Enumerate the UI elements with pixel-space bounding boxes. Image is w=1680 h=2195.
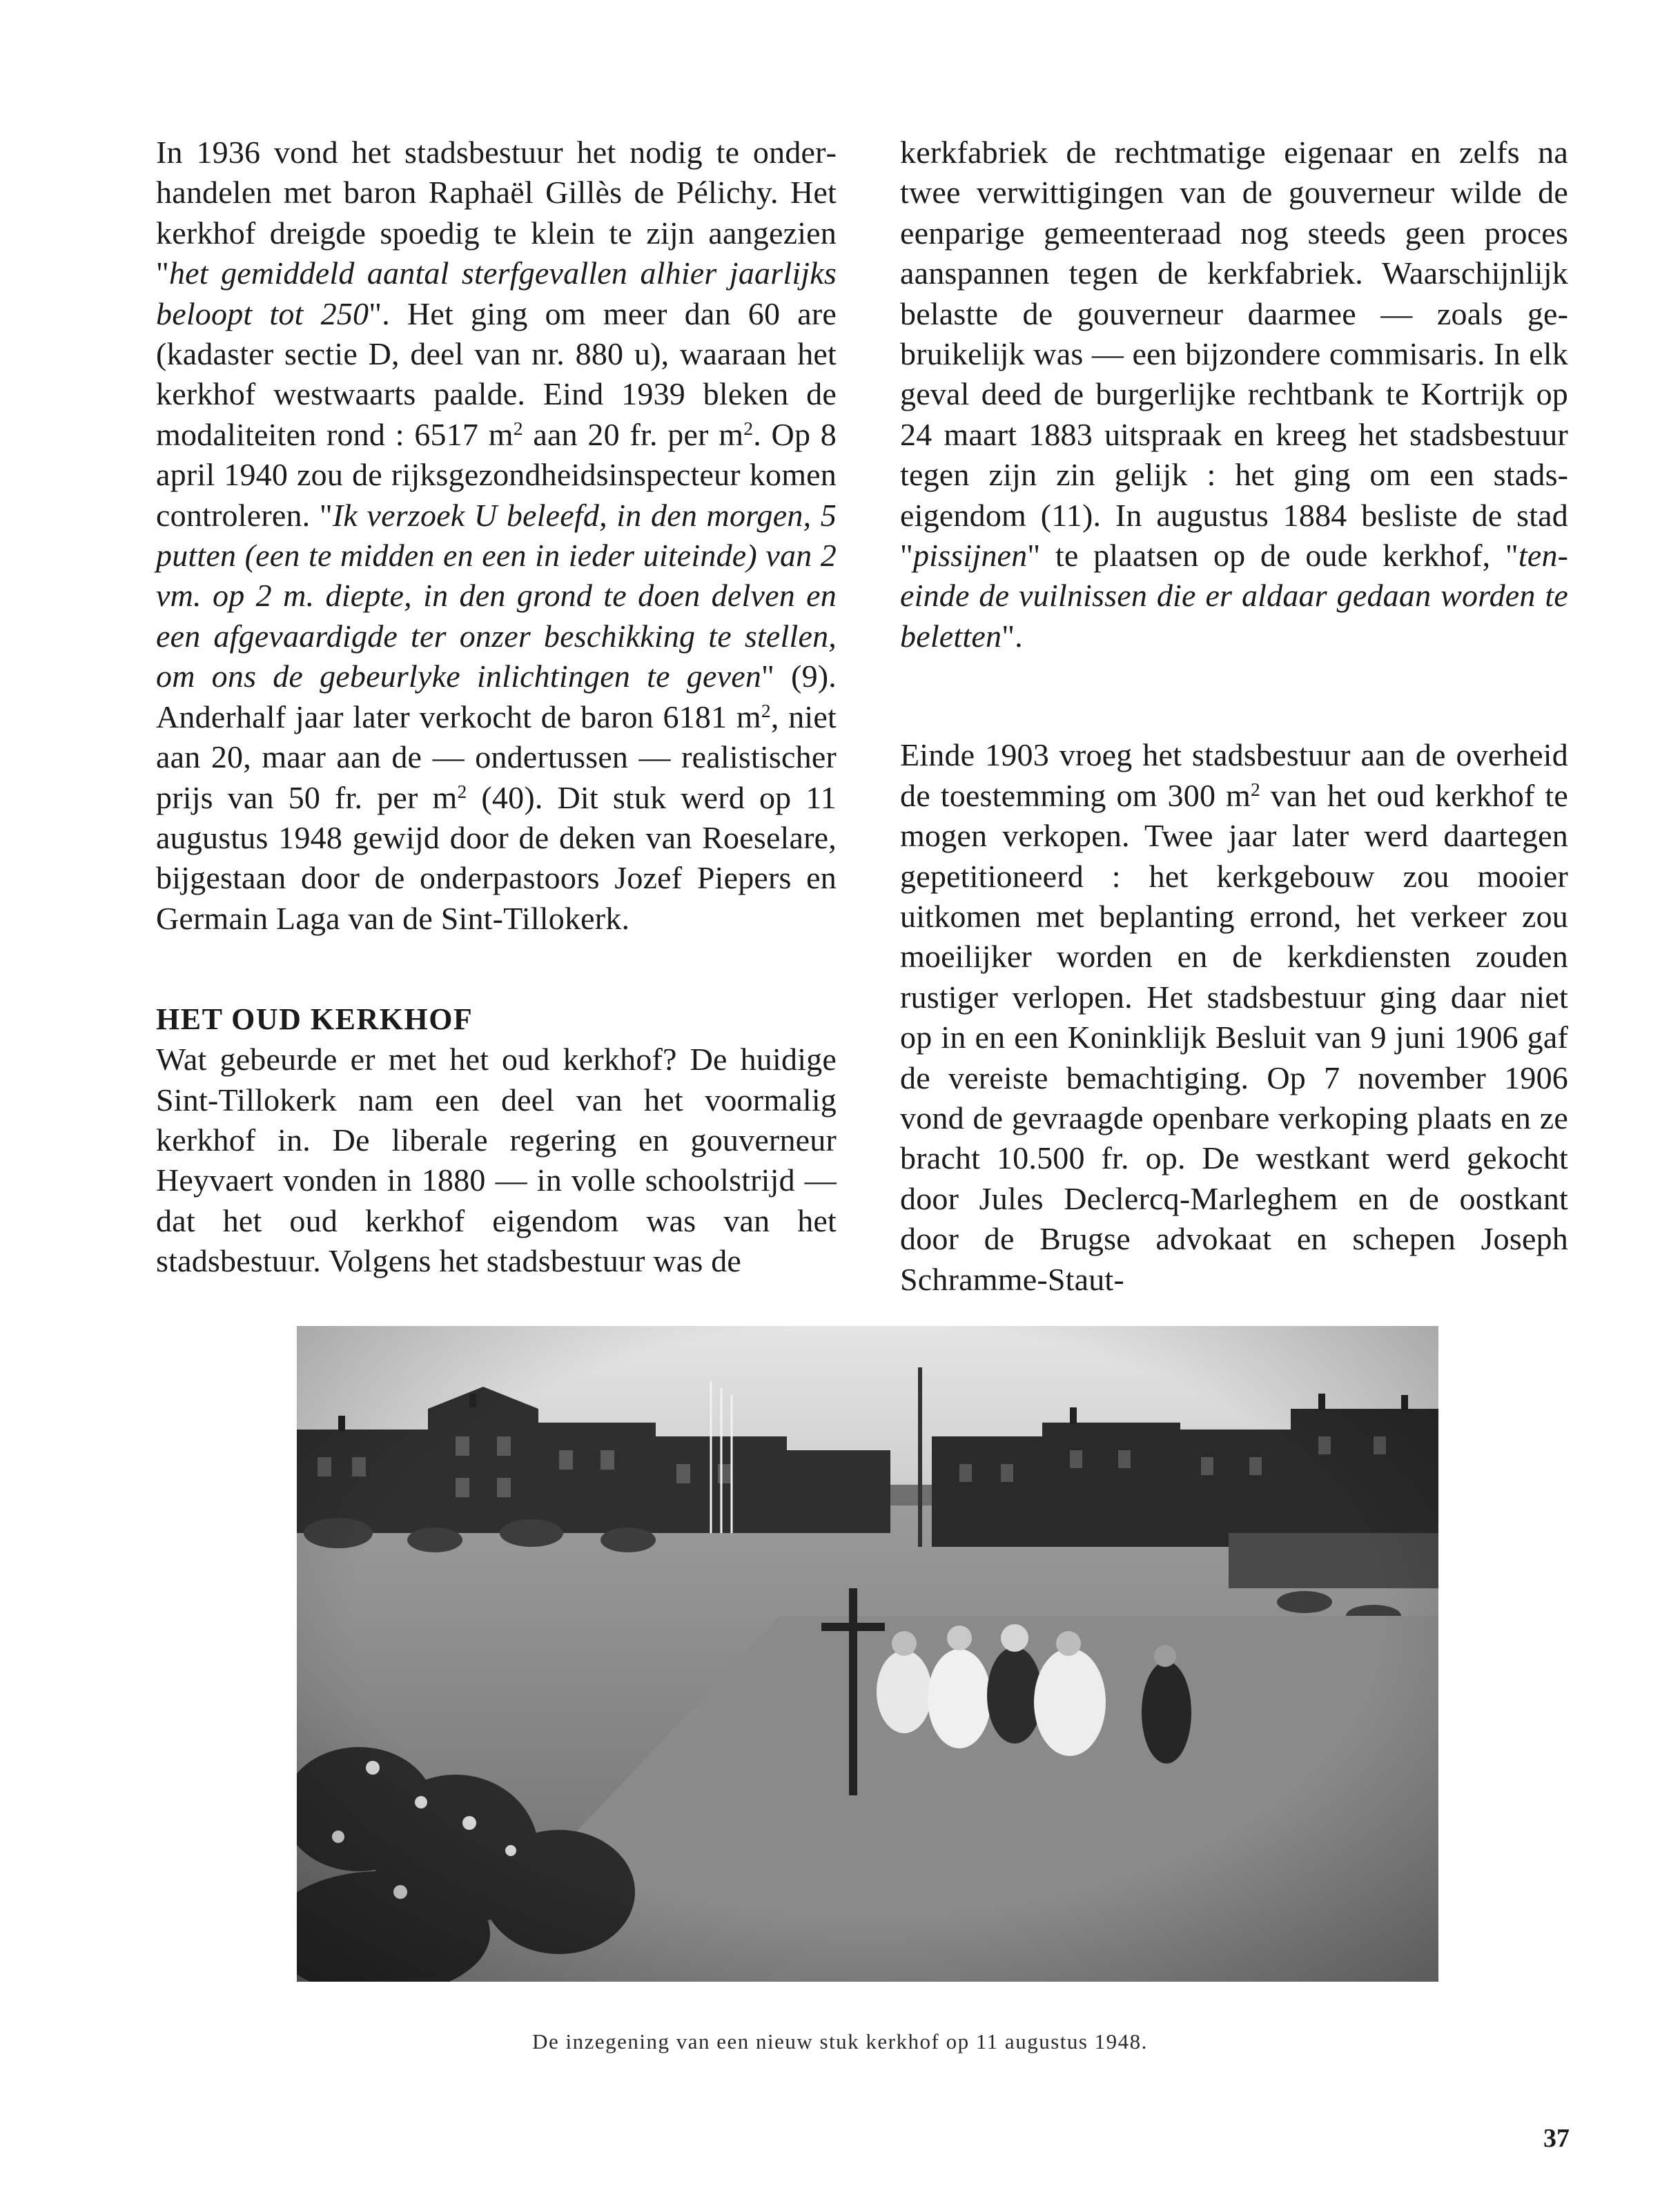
right-column [900, 133, 1568, 1300]
left-column [156, 133, 837, 1282]
text-run: " (9). Anderhalf jaar later verkocht de baron 6181 m [156, 658, 837, 734]
superscript: 2 [743, 417, 754, 439]
text-run: In 1936 vond het stadsbestuur het nodig te onderhandelen met baron Raphaël Gillès de Pélichy. Het kerkhof dreigde spoedig te klein te zijn aangezien " [156, 135, 837, 291]
right-paragraph-2 [900, 735, 1568, 1300]
text-run: ". [1002, 618, 1023, 654]
text-run: Einde 1903 vroeg het stadsbestuur aan de overheid de toestemming om 300 m [900, 737, 1568, 813]
superscript: 2 [1251, 778, 1261, 800]
italic-quote: het gemiddeld aantal sterfgevallen alhier jaarlijks beloopt tot 250 [156, 255, 837, 331]
text-run: " te plaatsen op de oude kerkhof, " [1027, 538, 1518, 574]
superscript: 2 [513, 417, 523, 439]
left-paragraph-1 [156, 133, 837, 939]
historic-photo [297, 1326, 1438, 1982]
consecration-photo-illustration [297, 1326, 1438, 1982]
italic-quote: pissijnen [912, 538, 1028, 574]
text-run: aan 20 fr. per m [522, 416, 744, 452]
superscript: 2 [457, 780, 467, 802]
photo-caption: De inzegening van een nieuw stuk kerkhof op 11 augustus 1948. [532, 2029, 1148, 2053]
italic-quote: teneinde de vuilnissen die er aldaar gedaan worden te beletten [900, 538, 1568, 654]
text-run: kerkfabriek de rechtmatige eigenaar en zelfs na twee verwittigingen van de gouverneur wilde de eenparige gemeenteraad nog steeds geen proces aanspannen tegen de kerkfabriek. Waarschijnlijk belastte de gouverneur daarmee — zoals gebruikelijk was — een bijzondere commisaris. In elk geval deed de burgerlijke rechtbank te Kortrijk op 24 maart 1883 uitspraak en kreeg het stadsbestuur tegen zijn zin gelijk : het ging om een stadseigendom (11). In augustus 1884 besliste de stad " [900, 135, 1568, 574]
text-run: (40). Dit stuk werd op 11 augustus 1948 gewijd door de deken van Roeselare, bijgestaan door de onderpastoors Jozef Piepers en Germain Laga van de Sint-Tillokerk. [156, 779, 837, 936]
text-run: . Op 8 april 1940 zou de rijksgezondheidsinspecteur komen controleren. " [156, 416, 837, 533]
section-heading: HET OUD KERKHOF [156, 1002, 473, 1037]
superscript: 2 [761, 699, 771, 721]
text-run: ". Het ging om meer dan 60 are (kadaster sectie D, deel van nr. 880 u), waaraan het kerkhof westwaarts paalde. Eind 1939 bleken de modaliteiten rond : 6517 m [156, 295, 837, 452]
italic-quote: Ik verzoek U beleefd, in den morgen, 5 putten (een te midden en een in ieder uiteinde) van 2 vm. op 2 m. diepte, in den grond te doen delven en een afgevaardigde ter onzer beschikking te stellen, om ons de gebeurlyke inlichtingen te geven [156, 497, 837, 694]
page-number: 37 [1543, 2124, 1570, 2153]
left-paragraph-2: Wat gebeurde er met het oud kerkhof? De huidige Sint-Tillokerk nam een deel van het voormalig kerkhof in. De liberale regering en gouverneur Heyvaert vonden in 1880 — in volle schoolstrijd — dat het oud kerkhof eigendom was van het stadsbestuur. Volgens het stadsbestuur was de [156, 1042, 837, 1279]
right-paragraph-1 [900, 133, 1568, 656]
text-run: , niet aan 20, maar aan de — ondertussen — realistischer prijs van 50 fr. per m [156, 699, 837, 815]
text-run: van het oud kerkhof te mogen verkopen. Twee jaar later werd daartegen gepetitioneerd : het kerkgebouw zou mooier uitkomen met beplanting errond, het verkeer zou moeilijker worden en de kerkdiensten zouden rustiger verlopen. Het stadsbestuur ging daar niet op in en een Koninklijk Besluit van 9 juni 1906 gaf de vereiste bemachtiging. Op 7 november 1906 vond de gevraagde openbare verkoping plaats en ze bracht 10.500 fr. op. De westkant werd gekocht door Jules Declercq-Marleghem en de oostkant door de Brugse advokaat en schepen Joseph Schramme-Staut- [900, 777, 1569, 1297]
